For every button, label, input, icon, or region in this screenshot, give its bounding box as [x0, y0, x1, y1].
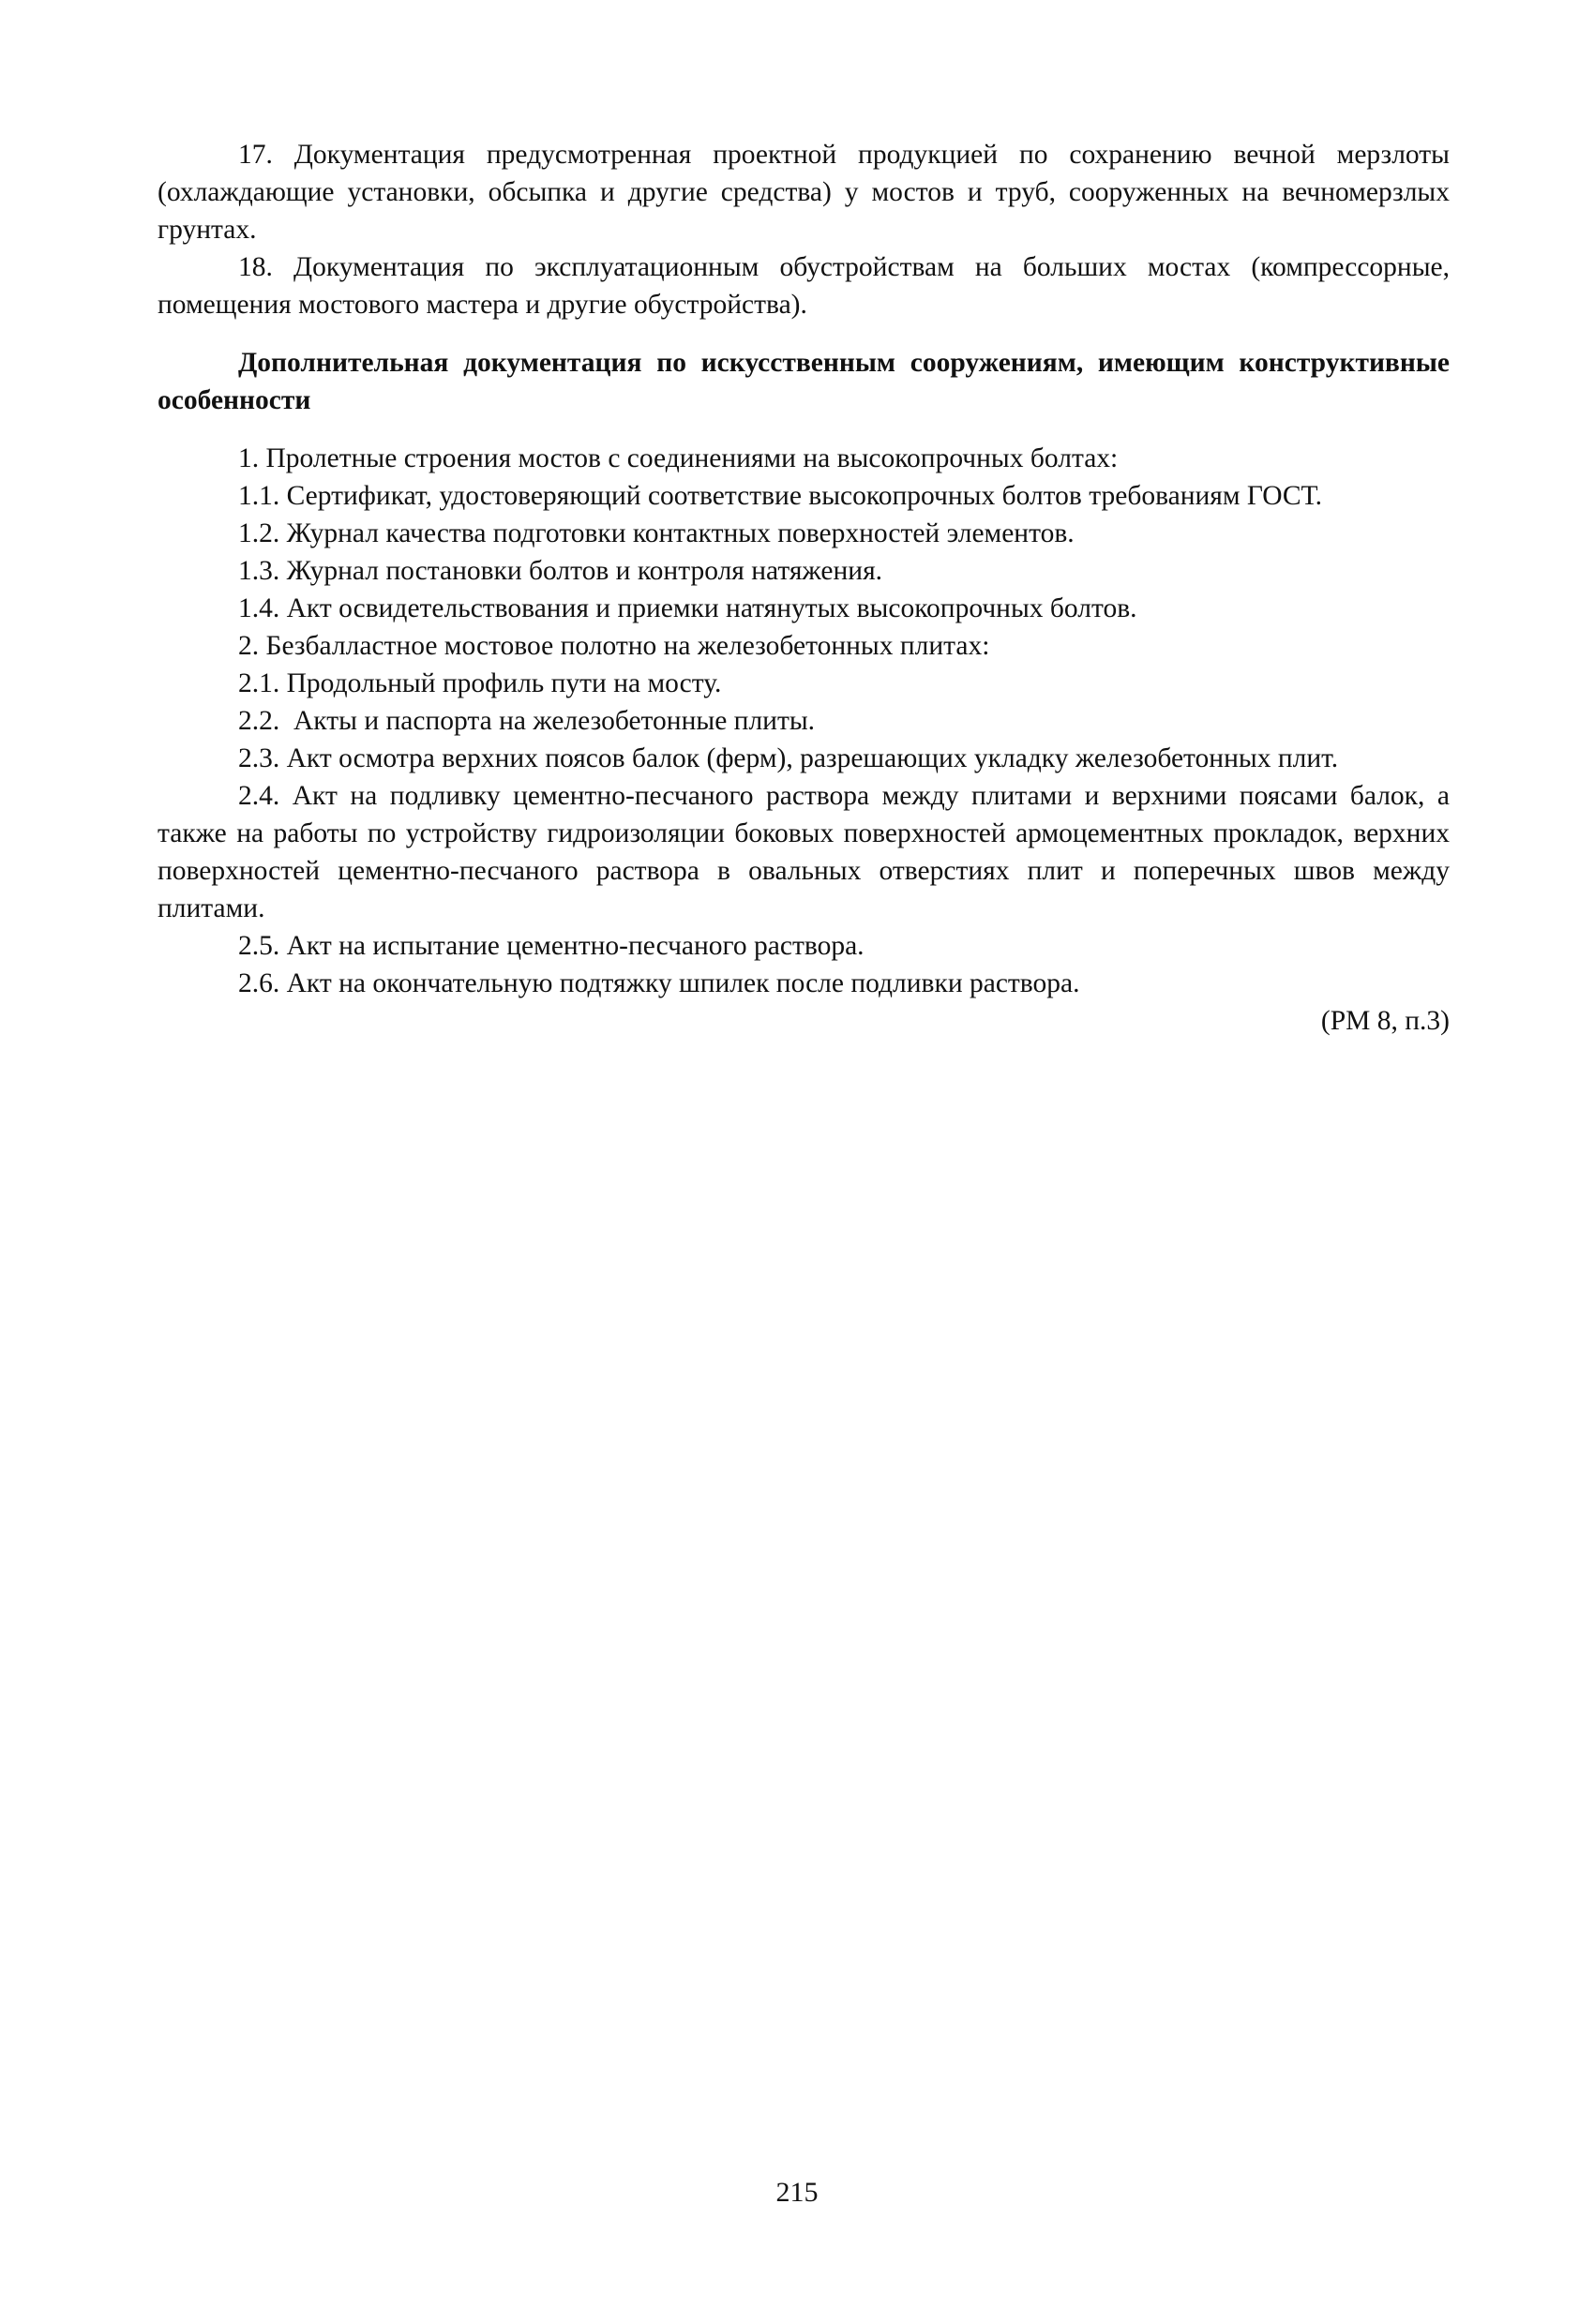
- list-item-1-1: 1.1. Сертификат, удостоверяющий соответствие высокопрочных болтов требованиям ГОСТ.: [238, 481, 1323, 511]
- section-heading: Дополнительная документация по искусственным сооружениям, имеющим конструктивные особенности: [158, 348, 1450, 415]
- reference-note: (РМ 8, п.3): [1320, 1006, 1450, 1036]
- page-number: 215: [775, 2177, 819, 2208]
- list-item-2-2: 2.2. Акты и паспорта на железобетонные плиты.: [238, 706, 816, 736]
- list-item-2-5: 2.5. Акт на испытание цементно-песчаного раствора.: [238, 931, 865, 961]
- paragraph-item-17: 17. Документация предусмотренная проектной продукцией по сохранению вечной мерзлоты (охлаждающие установки, обсыпка и другие средства) у мостов и труб, сооруженных на вечномерзлых грунтах.: [158, 140, 1450, 245]
- list-item-1-3: 1.3. Журнал постановки болтов и контроля натяжения.: [238, 556, 883, 586]
- list-item-1: 1. Пролетные строения мостов с соединениями на высокопрочных болтах:: [238, 443, 1119, 473]
- paragraph-item-18: 18. Документация по эксплуатационным обустройствам на больших мостах (компрессорные, помещения мостового мастера и другие обустройства).: [158, 252, 1450, 320]
- document-page: [158, 136, 1450, 1040]
- list-item-2-3: 2.3. Акт осмотра верхних поясов балок (ферм), разрешающих укладку железобетонных плит.: [238, 743, 1339, 773]
- list-item-2-6: 2.6. Акт на окончательную подтяжку шпилек после подливки раствора.: [238, 968, 1080, 998]
- list-item-1-2: 1.2. Журнал качества подготовки контактных поверхностей элементов.: [238, 518, 1075, 548]
- list-item-2: 2. Безбалластное мостовое полотно на железобетонных плитах:: [238, 631, 990, 661]
- list-item-2-1: 2.1. Продольный профиль пути на мосту.: [238, 668, 722, 698]
- list-item-2-4: 2.4. Акт на подливку цементно-песчаного раствора между плитами и верхними поясами балок, а также на работы по устройству гидроизоляции боковых поверхностей армоцементных прокладок, верхних поверхностей цементно-песчаного раствора в овальных отверстиях плит и поперечных швов между плитами.: [158, 781, 1450, 923]
- list-item-1-4: 1.4. Акт освидетельствования и приемки натянутых высокопрочных болтов.: [238, 593, 1137, 623]
